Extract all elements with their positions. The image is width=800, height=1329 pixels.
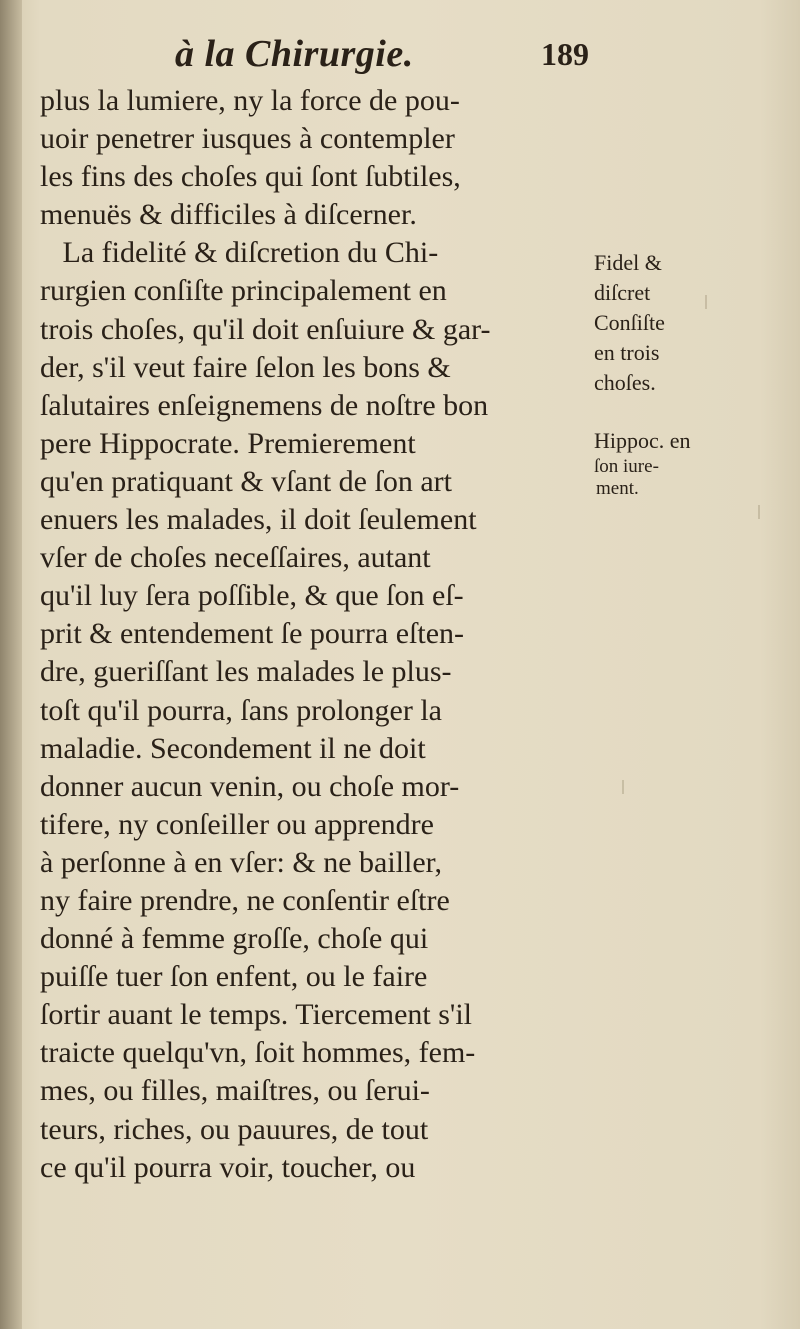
text-line: prit & entendement ſe pourra eſten- — [40, 617, 464, 651]
text-line: rurgien conſiſte principalement en — [40, 274, 447, 308]
paper-speck — [758, 505, 760, 519]
text-line: enuers les malades, il doit ſeulement — [40, 503, 477, 537]
text-line: donné à femme groſſe, choſe qui — [40, 922, 429, 956]
text-line: puiſſe tuer ſon enfent, ou le faire — [40, 960, 428, 994]
text-line: tifere, ny conſeiller ou apprendre — [40, 807, 434, 841]
text-line: qu'il luy ſera poſſible, & que ſon eſ- — [40, 579, 464, 613]
page-number: 189 — [541, 36, 589, 72]
text-line: ny faire prendre, ne conſentir eſtre — [40, 883, 450, 917]
text-line: uoir penetrer iusques à contempler — [40, 122, 455, 156]
text-line: les fins des choſes qui ſont ſubtiles, — [40, 160, 461, 194]
page-header — [175, 30, 595, 80]
text-line: traicte quelqu'vn, ſoit hommes, fem- — [40, 1036, 476, 1070]
text-line: maladie. Secondement il ne doit — [40, 731, 426, 765]
text-line: ſortir auant le temps. Tiercement s'il — [40, 998, 472, 1032]
text-line: à perſonne à en vſer: & ne bailler, — [40, 845, 442, 879]
page-gutter — [0, 0, 22, 1329]
text-line: der, s'il veut faire ſelon les bons & — [40, 350, 451, 384]
margin-note-line: diſcret — [594, 280, 651, 305]
text-line: vſer de choſes neceſſaires, autant — [40, 541, 431, 575]
margin-note-line: Conſiſte — [594, 310, 665, 335]
margin-note-line: Hippoc. en — [594, 428, 691, 453]
margin-note-line: ſon iure- — [594, 456, 659, 477]
running-title: à la Chirurgie. — [175, 33, 414, 75]
paper-speck — [622, 780, 624, 794]
text-line: trois choſes, qu'il doit enſuiure & gar- — [40, 312, 491, 346]
text-line: mes, ou filles, maiſtres, ou ſerui- — [40, 1074, 430, 1108]
text-line: dre, gueriſſant les malades le plus- — [40, 655, 452, 689]
paper-speck — [705, 295, 707, 309]
text-line: ce qu'il pourra voir, toucher, ou — [40, 1150, 416, 1184]
text-line: ſalutaires enſeignemens de noſtre bon — [40, 388, 489, 422]
margin-note-line: Fidel & — [594, 250, 662, 275]
main-text-block — [40, 82, 600, 1187]
text-line: plus la lumiere, ny la force de pou- — [40, 84, 460, 117]
text-line: qu'en pratiquant & vſant de ſon art — [40, 464, 452, 498]
text-line: menuës & difficiles à diſcerner. — [40, 198, 417, 232]
margin-note-line: choſes. — [594, 370, 656, 395]
text-line: La fidelité & diſcretion du Chi- — [40, 236, 439, 270]
text-line: pere Hippocrate. Premierement — [40, 426, 416, 460]
margin-notes — [594, 248, 734, 500]
text-line: teurs, riches, ou pauures, de tout — [40, 1112, 429, 1146]
text-line: toſt qu'il pourra, ſans prolonger la — [40, 693, 442, 727]
margin-note-line: en trois — [594, 340, 660, 365]
text-line: donner aucun venin, ou choſe mor- — [40, 769, 460, 803]
margin-note-line: ment. — [596, 478, 639, 499]
